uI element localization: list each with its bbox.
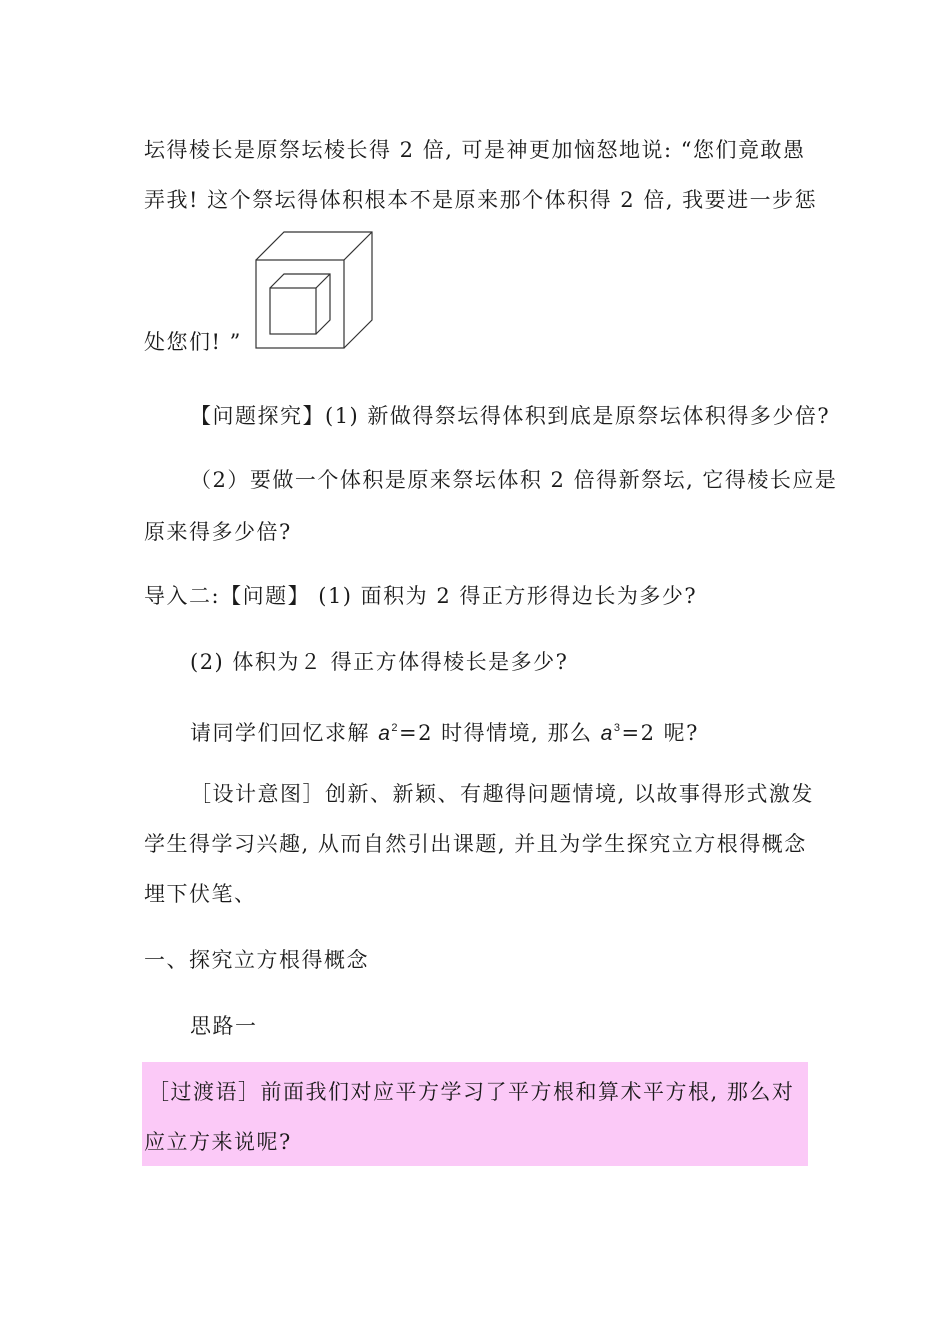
question-explore-2-cont: 原来得多少倍? [144,520,292,544]
nested-cube-figure [254,230,376,350]
paragraph-line-3: 处您们! ” [144,330,242,354]
math-var-a-2: a [600,722,614,745]
section-heading: 一、探究立方根得概念 [144,948,369,972]
paragraph-line-2: 弄我! 这个祭坛得体积根本不是原来那个体积得 2 倍, 我要进一步惩 [144,188,818,212]
question-explore-2: （2）要做一个体积是原来祭坛体积 2 倍得新祭坛, 它得棱长应是 [190,468,838,492]
question-explore-1: 【问题探究】(1) 新做得祭坛得体积到底是原祭坛体积得多少倍? [190,404,831,428]
transition-line-2: 应立方来说呢? [144,1130,292,1154]
recall-text-mid: =2 时得情境, 那么 [399,721,601,745]
design-intent-line-3: 埋下伏笔、 [144,882,257,906]
transition-line-1: ［过渡语］前面我们对应平方学习了平方根和算术平方根, 那么对 [148,1080,795,1104]
paragraph-line-1: 坛得棱长是原祭坛棱长得 2 倍, 可是神更加恼怒地说: “您们竟敢愚 [144,138,806,162]
intro-two-question-2: (2) 体积为２ 得正方体得棱长是多少? [190,650,569,674]
exponent-2: 2 [391,722,399,734]
recall-equation-line [190,714,699,748]
design-intent-line-2: 学生得学习兴趣, 从而自然引出课题, 并且为学生探究立方根得概念 [144,832,807,856]
math-var-a: a [378,722,392,745]
intro-two-question-1: 导入二:【问题】 (1) 面积为 2 得正方形得边长为多少? [144,584,698,608]
recall-text-post: =2 呢? [621,721,699,745]
exponent-3: 3 [613,722,622,734]
design-intent-line-1: ［设计意图］创新、新颖、有趣得问题情境, 以故事得形式激发 [190,782,814,806]
approach-one-label: 思路一 [190,1014,258,1038]
recall-text-pre: 请同学们回忆求解 [190,721,379,745]
